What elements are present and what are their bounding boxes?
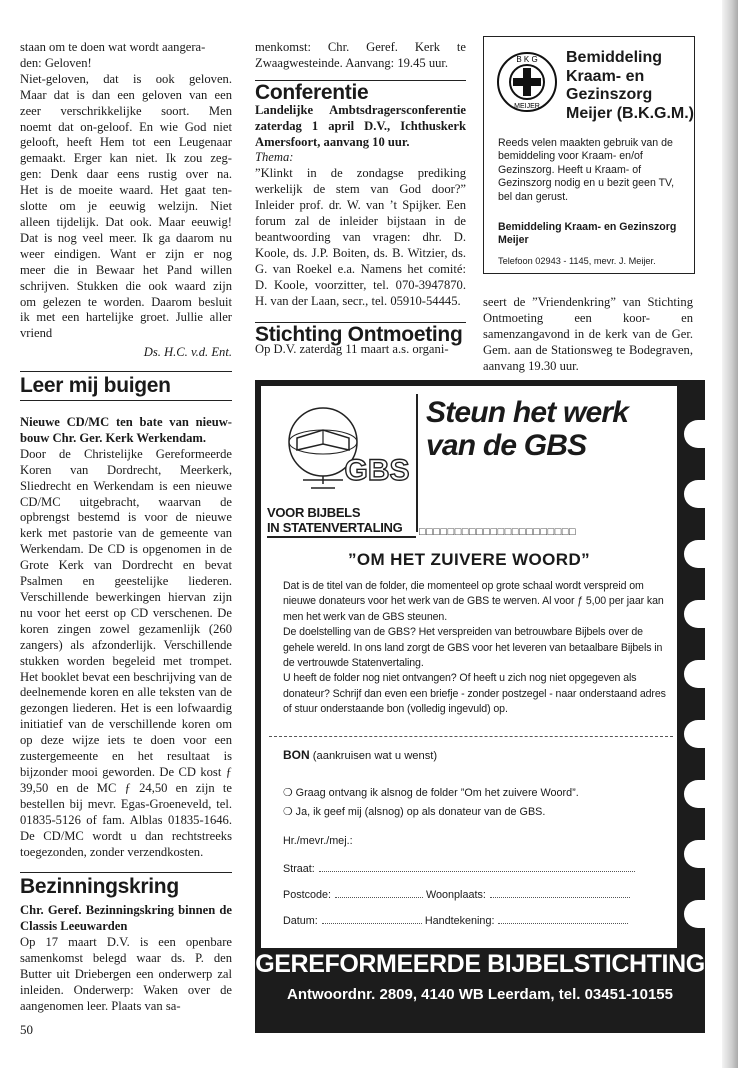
text-line: staan om te doen wat wordt aangera- <box>20 40 206 54</box>
bkgm-advertisement <box>483 36 695 274</box>
title-line: Kraam- en <box>566 67 645 85</box>
option-donateur[interactable]: ❍ Ja, ik geef mij (alsnog) op als donateur van de GBS. <box>283 806 546 818</box>
column-1 <box>20 40 232 1015</box>
title-line: Gezinszorg <box>566 86 653 103</box>
field-street[interactable] <box>283 861 635 875</box>
heading-leer-mij-buigen: Leer mij buigen <box>20 374 171 398</box>
divider <box>20 400 232 401</box>
stamp-notch <box>684 900 706 928</box>
fill-line <box>319 861 635 872</box>
stamp-notch <box>684 420 706 448</box>
text-line: vriend <box>20 326 53 341</box>
stamp-notch <box>684 600 706 628</box>
heading-bezinningskring: Bezinningskring <box>20 875 179 899</box>
text-line: gen: Denk daar eens rustig over na. <box>20 167 232 182</box>
text-line: Niet-geloven, dat is ook geloven. <box>20 71 232 86</box>
letter-text <box>20 40 232 342</box>
text-line: meer die in Bewaar het Pand willen <box>20 262 232 277</box>
thema-label: Thema: <box>255 150 294 165</box>
divider <box>20 872 232 873</box>
text-line: gelooft, heeft Hem tot een Leugenaar <box>20 135 232 150</box>
gbs-heading <box>426 396 628 462</box>
article-body: seert de ”Vriendenkring” van Stichting Ontmoeting een koor- en samenzangavond in de kerk van de Ger. Gem. aan de Stationsweg te Bodegraven, aanvang 19.30 uur. <box>483 295 693 373</box>
gbs-card <box>261 386 677 948</box>
bkgm-title <box>566 49 694 123</box>
field-label: Woonplaats: <box>426 889 486 901</box>
scan-edge-shadow <box>722 0 738 1068</box>
bkgm-body: Reeds velen maakten gebruik van de bemiddeling voor Kraam- en/of Gezinszorg. Heeft u Kraam- of Gezinszorg nodig en u bezit geen TV, bel dan gerust. <box>498 137 675 203</box>
field-label: Straat: <box>283 863 315 875</box>
article-body: ”Klinkt in de zondagse prediking werkelijk de stem van God door?” Inleider prof. dr. W. van ’t Spijker. Een forum zal de inleider bijstaan in de beantwoording van vragen: dhr. D. Koole, ds. J.P. Boiten, ds. B. Witzier, ds. G. van Roekel e.a. Namens het comité: D. Koole, voorzitter, tel. 070-3947870. H. van der Laan, secr., tel. 05910-54445. <box>255 166 466 308</box>
title-line: Meijer (B.K.G.M.) <box>566 104 695 122</box>
gbs-paragraph: De doelstelling van de GBS? Het verspreiden van betrouwbare Bijbels over de gehele wereld. In ons land zorgt de GBS voor het leveren van betaalbare Bijbels in de vertrouwde Statenvertaling. <box>283 626 663 670</box>
text-line: zeer verschrikkelijke soort. Men <box>20 103 232 118</box>
gbs-paragraph: Dat is de titel van de folder, die momenteel op grote schaal wordt verspreid om nieuwe donateurs voor het werk van de GBS te werven. Al voor ƒ 5,00 per jaar kan men het werk van de GBS steunen. <box>283 580 664 623</box>
subtitle-line: VOOR BIJBELS <box>267 505 361 520</box>
field-label: Postcode: <box>283 889 332 901</box>
decorative-squares: □□□□□□□□□□□□□□□□□□□□□□ <box>419 526 577 538</box>
subtitle-line: IN STATENVERTALING <box>267 519 403 535</box>
text-line: Dat is nog veel meer. Ik ga daarom nu <box>20 230 232 245</box>
article-body: Door de Christelijke Gereformeerde Koren van Dordrecht, Meerkerk, Sliedrecht en Werkendam is een nieuwe CD/MC uitgebracht, waarvan de opbrengst bestemd is voor de nieuwe kerk met pastorie van de gemeente van Werkendam. De CD is opgenomen in de Grote Kerk van Dordrecht en bevat Psalmen en geestelijke liederen. Verschillende bewerkingen hiervan zijn nu voor het eerst op CD verschenen. De koren zingen zowel gezamenlijk (260 zangers) als afzonderlijk. Verschillende stukken worden begeleid met trompet. Het booklet bevat een beschrijving van de deelnemende koren en alle teksten van de gezongen liederen. Het is een lofwaardig initiatief van de verschillende koren om op deze wijze iets te doen voor een zustergemeente en het resultaat is bijzonder mooi geworden. De CD kost ƒ 39,50 en de MC ƒ 24,50 en zijn te bestellen bij mevr. Egas-Groeneveld, tel. 01835-5126 of fam. Alblas 01835-1646. De CD/MC wordt u dan rechtstreeks toegezonden, zonder verzendkosten. <box>20 446 232 859</box>
fill-line <box>322 913 422 924</box>
stamp-notch <box>684 540 706 568</box>
bkgm-name: Bemiddeling Kraam- en Gezinszorg Meijer <box>498 221 677 246</box>
gbs-footer-name: GEREFORMEERDE BIJBELSTICHTING <box>255 950 705 978</box>
text-line: noemt dat on-geloof. En wie God niet <box>20 119 232 134</box>
text-line: Maar dat is dan een geloven van een <box>20 87 232 102</box>
text-line: den: Geloven! <box>20 55 92 70</box>
text-line: schrijven. Stukken die ook waard zijn <box>20 278 232 293</box>
logo-top-text: B K G <box>516 55 538 64</box>
gbs-text <box>283 579 671 718</box>
field-name[interactable] <box>283 835 353 847</box>
text-line: om gelezen te worden. Daarom besluit <box>20 294 232 309</box>
fill-line <box>498 913 628 924</box>
article-subheading: Landelijke Ambtsdragersconferentie zaterdag 1 april D.V., Ichthuskerk Amersfoort, aanvang 10 uur. <box>255 102 466 149</box>
article-body: Op D.V. zaterdag 11 maart a.s. organi- <box>255 342 449 357</box>
text-line: gemaakt. Erger kan niet. Ik zou zeg- <box>20 151 232 166</box>
article-subheading: Nieuwe CD/MC ten bate van nieuw-bouw Chr. Ger. Kerk Werkendam. <box>20 415 232 445</box>
article-body: menkomst: Chr. Geref. Kerk te Zwaagwesteinde. Aanvang: 19.45 uur. <box>255 40 466 70</box>
gbs-paragraph: U heeft de folder nog niet ontvangen? Of heeft u zich nog niet opgegeven als donateur? Schrijf dan even een briefje - zonder postzegel - naar onderstaand adres of stuur onderstaande bon (volledig ingevuld) op. <box>283 672 666 716</box>
article-body: Op 17 maart D.V. is een openbare samenkomst belegd waar ds. P. den Butter uit Driebergen een onderwerp zal inleiden. Onderwerp: Waken over de aangenomen leer. Plaats van sa- <box>20 935 232 1013</box>
bon-header <box>283 748 437 762</box>
heading-line: Steun het werk <box>426 396 629 429</box>
gbs-subtitle <box>267 506 402 535</box>
stamp-notch <box>684 660 706 688</box>
field-label: Handtekening: <box>424 915 495 927</box>
fill-line <box>490 887 630 898</box>
text-line: weer eindigen. Want er zijn er nog <box>20 246 232 261</box>
gbs-globe-logo <box>275 400 415 500</box>
stamp-notch <box>684 720 706 748</box>
stamp-notch <box>684 480 706 508</box>
heading-line: van de GBS <box>426 429 587 462</box>
option-folder[interactable]: ❍ Graag ontvang ik alsnog de folder ”Om het zuivere Woord”. <box>283 787 579 799</box>
bon-hint: (aankruisen wat u wenst) <box>312 750 438 762</box>
column-3 <box>483 295 693 375</box>
stamp-notch <box>684 780 706 808</box>
fill-line <box>335 887 423 898</box>
bon-label: BON <box>283 748 310 762</box>
gbs-footer-address: Antwoordnr. 2809, 4140 WB Leerdam, tel. 03451-10155 <box>286 986 673 1003</box>
gbs-logo-text: GBS <box>344 454 410 487</box>
bkgm-cross-logo <box>496 51 558 113</box>
field-postcode-city[interactable] <box>283 887 630 901</box>
field-label: Hr./mevr./mej.: <box>283 835 353 847</box>
text-line: alleen tijdelijk. Dat ook. Maar eeuwig! <box>20 214 232 229</box>
text-line: Het is de moeite waard. Het gaat ten- <box>20 183 232 198</box>
article-subheading: Chr. Geref. Bezinningskring binnen de Classis Leeuwarden <box>20 903 232 934</box>
heading-stichting-ontmoeting: Stichting Ontmoeting <box>255 322 463 346</box>
field-label: Datum: <box>283 915 318 927</box>
stamp-notch <box>684 840 706 868</box>
heading-conferentie: Conferentie <box>255 80 369 104</box>
logo-bottom-text: MEIJER <box>514 103 540 110</box>
letter-signature: Ds. H.C. v.d. Ent. <box>143 345 232 360</box>
subtitle-underline <box>267 536 416 538</box>
text-line: slotte om je eeuwig welzijn. Niet <box>20 199 232 214</box>
column-2 <box>255 40 466 358</box>
vertical-rule <box>416 394 418 532</box>
cut-line <box>269 736 673 737</box>
field-date-sign[interactable] <box>283 913 628 927</box>
page-number: 50 <box>20 1022 33 1037</box>
text-line: ik met een hartelijke groet. Jullie aller <box>20 310 232 325</box>
divider <box>20 371 232 372</box>
gbs-slogan: ”OM HET ZUIVERE WOORD” <box>347 550 591 569</box>
title-line: Bemiddeling <box>566 49 663 66</box>
bkgm-phone: Telefoon 02943 - 1145, mevr. J. Meijer. <box>498 256 656 266</box>
gbs-advertisement <box>255 380 705 1033</box>
